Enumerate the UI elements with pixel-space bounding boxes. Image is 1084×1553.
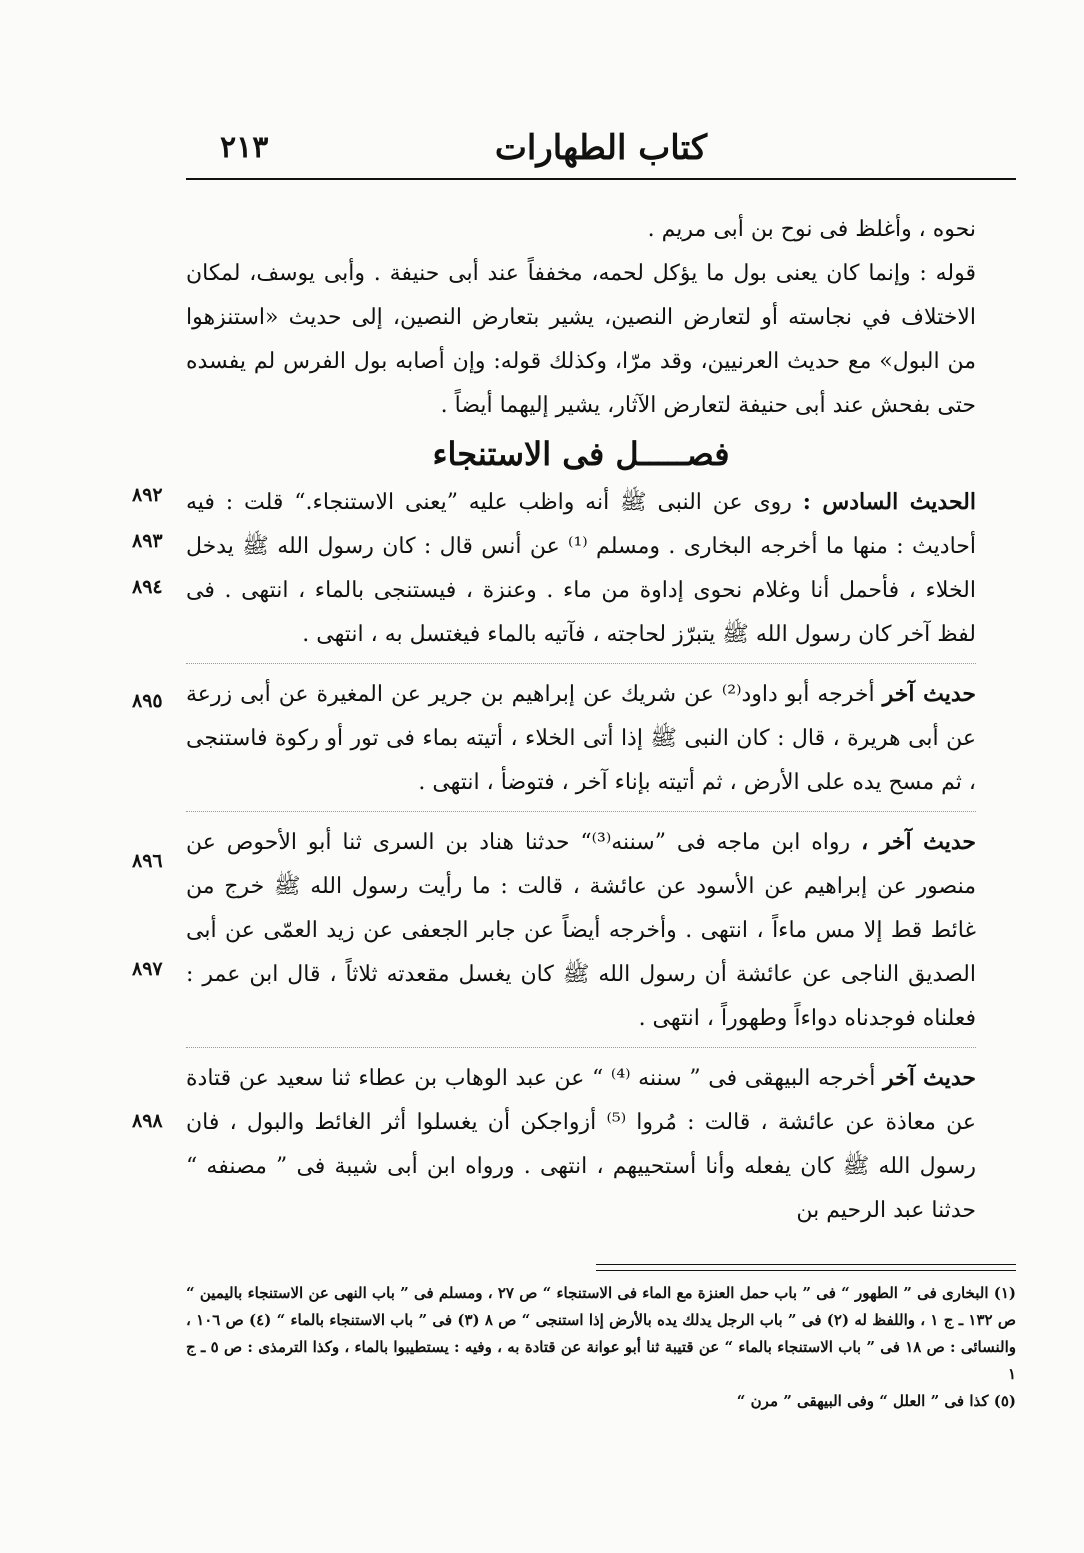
hadith-text: رواه ابن ماجه فى ”سننه⁽³⁾“ حدثنا هناد بن السرى ثنا أبو الأحوص عن منصور عن إبراهيم عن الأسود عن عائشة ، قالت : ما رأيت رسول الله ﷺ خرج من غائط قط إلا مس ماءاً ، انتهى . وأخرجه أيضاً عن جابر الجعفى عن زيد العمّى عن أبى الصديق الناجى عن عائشة أن رسول الله ﷺ كان يغسل مقعدته ثلاثاً ، قال ابن عمر : فعلناه فوجدناه دواءاً وطهوراً ، انتهى . (186, 830, 976, 1031)
hadith-paragraph (186, 1056, 976, 1233)
footnote: (٥) كذا فى ” العلل “ وفى البيهقى ” مرن “ (736, 1392, 1016, 1410)
hadith-number: ٨٩٣ (132, 530, 163, 552)
header-rule (186, 178, 1016, 180)
separator (186, 811, 976, 812)
footnote-rule (596, 1264, 1016, 1265)
hadith-number: ٨٩٦ (132, 850, 163, 872)
paragraph: قوله : وإنما كان يعنى بول ما يؤكل لحمه، مخففاً عند أبى حنيفة . وأبى يوسف، لمكان الاختلاف في نجاسته أو لتعارض النصين، يشير بتعارض النصين، إلى حديث «استنزهوا من البول» مع حديث العرنيين، وقد مرّا، وكذلك قوله: وإن أصابه بول الفرس لم يفسده حتى بفحش عند أبى حنيفة لتعارض الآثار، يشير إليهما أيضاً . (186, 261, 976, 418)
paragraph: نحوه ، وأغلظ فى نوح بن أبى مريم . (647, 217, 976, 242)
hadith-paragraph (186, 820, 976, 1041)
footnote-rule (596, 1270, 1016, 1271)
hadith-lead: الحديث السادس : (802, 489, 976, 515)
hadith-number: ٨٩٢ (132, 484, 163, 506)
footnotes (186, 1280, 1016, 1415)
main-text (186, 208, 976, 1233)
hadith-number: ٨٩٤ (132, 576, 163, 598)
hadith-number: ٨٩٧ (132, 958, 163, 980)
hadith-lead: حديث آخر (882, 1065, 977, 1091)
section-heading: فصـــــل فى الاستنجاء (432, 435, 730, 473)
hadith-number: ٨٩٨ (132, 1110, 163, 1132)
separator (186, 1047, 976, 1048)
hadith-text: أخرجه البيهقى فى ” سننه ⁽⁴⁾ “ عن عبد الوهاب بن عطاء ثنا سعيد عن قتادة عن معاذة عن عائشة ، قالت : مُروا ⁽⁵⁾ أزواجكن أن يغسلوا أثر الغائط والبول ، فان رسول الله ﷺ كان يفعله وأنا أستحييهم ، انتهى . ورواه ابن أبى شيبة فى ” مصنفه “ حدثنا عبد الرحيم بن (186, 1066, 977, 1223)
hadith-paragraph (186, 480, 976, 657)
hadith-paragraph (186, 672, 976, 805)
hadith-text: روى عن النبى ﷺ أنه واظب عليه ”يعنى الاستنجاء.“ قلت : فيه أحاديث : منها ما أخرجه البخارى . ومسلم ⁽¹⁾ عن أنس قال : كان رسول الله ﷺ يدخل الخلاء ، فأحمل أنا وغلام نحوى إداوة من ماء . وعنزة ، فيستنجى بالماء ، انتهى . فى لفظ آخر كان رسول الله ﷺ يتبرّز لحاجته ، فآتيه بالماء فيغتسل به ، انتهى . (186, 490, 976, 647)
book-title: كتاب الطهارات (494, 128, 708, 168)
page-header (186, 120, 1016, 176)
separator (186, 663, 976, 664)
page-number: ٢١٣ (220, 130, 269, 165)
hadith-lead: حديث آخر ، (861, 829, 977, 855)
footnote: (١) البخارى فى ” الطهور “ فى ” باب حمل العنزة مع الماء فى الاستنجاء “ ص ٢٧ ، ومسلم فى ” باب النهى عن الاستنجاء باليمين “ ص ١٣٢ ـ ج ١ ، واللفظ له (٢) فى ” باب الرجل يدلك يده بالأرض إذا استنجى “ ص ٨ (٣) فى ” باب الاستنجاء بالماء “ (٤) ص ١٠٦ ، والنسائى : ص ١٨ فى ” باب الاستنجاء بالماء “ عن قتيبة ثنا أبو عوانة عن قتادة به ، وفيه : يستطيبوا بالماء ، وكذا الترمذى : ص ٥ ـ ج ١ (186, 1284, 1017, 1383)
hadith-lead: حديث آخر (882, 681, 976, 707)
hadith-text: أخرجه أبو داود⁽²⁾ عن شريك عن إبراهيم بن جرير عن المغيرة عن أبى زرعة عن أبى هريرة ، قال : كان النبى ﷺ إذا أتى الخلاء ، أتيته بماء فى تور أو ركوة فاستنجى ، ثم مسح يده على الأرض ، ثم أتيته بإناء آخر ، فتوضأ ، انتهى . (186, 682, 976, 795)
hadith-number: ٨٩٥ (132, 690, 163, 712)
